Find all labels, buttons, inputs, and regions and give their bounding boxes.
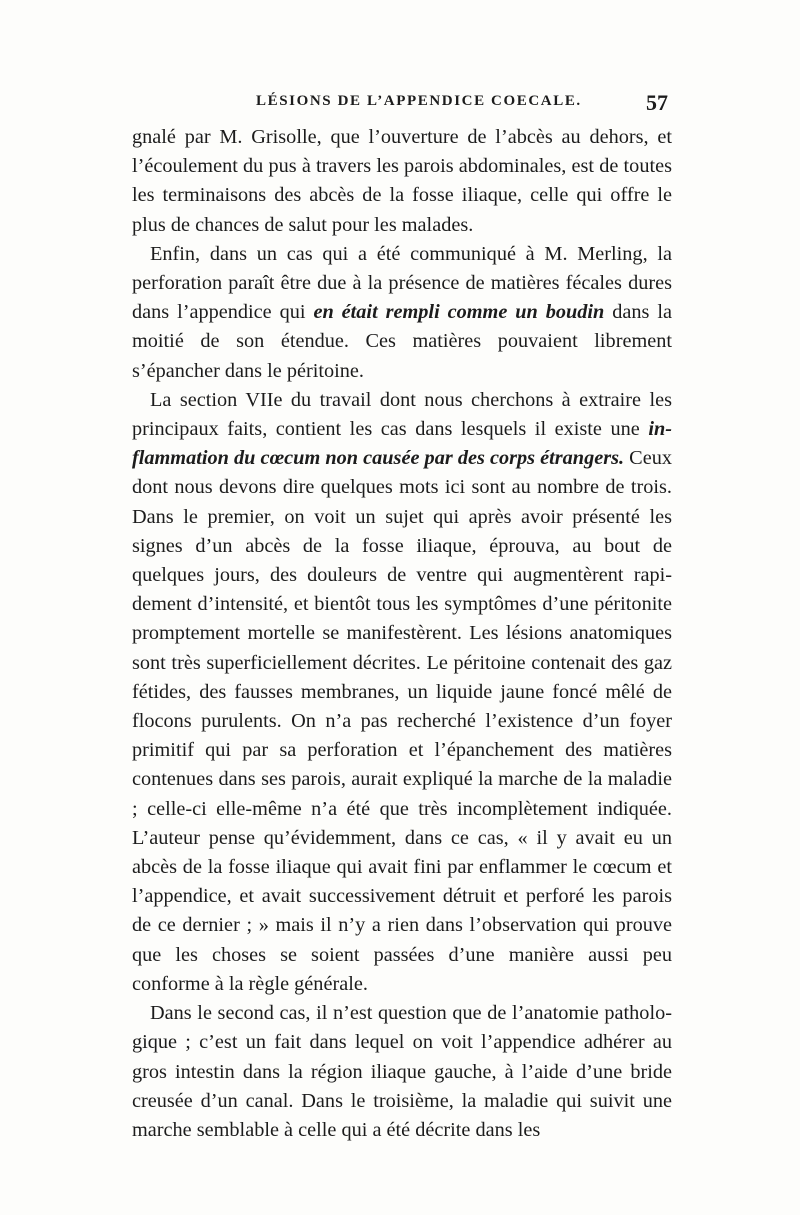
page-number: 57 <box>646 90 668 115</box>
paragraph-text: dans la moitié de son étendue. Ces matières pouvaient librement s’épancher dans le péritoine. <box>132 301 672 382</box>
paragraph-text: Ceux dont nous devons dire quelques mots ici sont au nombre de trois. Dans le premier, on voit un sujet qui après avoir présenté les signes d’un abcès de la fosse iliaque, éprouva, au bout de quelques jours, des douleurs de ventre qui augmentèrent rapidement d’intensité, et bientôt tous les symptômes d’une péritonite promptement mortelle se manifestèrent. Les lésions anatomiques sont très superficiellement décrites. Le péritoine contenait des gaz fétides, des fausses membranes, un liquide jaune foncé mêlé de flocons purulents. On n’a pas recherché l’existence d’un foyer primitif qui par sa perforation et l’épanchement des matières contenues dans ses parois, aurait expliqué la marche de la maladie ; celle-ci elle-même n’a été que très incomplètement indiquée. L’auteur pense qu’évidemment, dans ce cas, « il y avait eu un abcès de la fosse iliaque qui avait fini par enflammer le cœcum et l’appendice, et avait successivement détruit et perforé les parois de ce dernier ; » mais il n’y a rien dans l’observation qui prouve que les choses se soient passées d’une manière aussi peu conforme à la règle générale. <box>132 447 672 995</box>
paragraph-continuation <box>132 123 672 240</box>
paragraph-section-vii <box>132 386 672 999</box>
paragraph-text: Dans le second cas, il n’est question que de l’anatomie pathologique ; c’est un fait dans lequel on voit l’appendice adhérer au gros intestin dans la région iliaque gauche, à l’aide d’une bride creusée d’un canal. Dans le troisième, la maladie qui suivit une marche semblable à celle qui a été décrite dans les <box>132 1002 672 1141</box>
paragraph-text: La section VIIe du travail dont nous cherchons à extraire les principaux faits, contient les cas dans lesquels il existe une <box>132 388 672 441</box>
running-title: LÉSIONS DE L’APPENDICE COECALE. <box>256 93 582 109</box>
paragraph-text: Enfin, dans un cas qui a été communiqué à M. Merling, la perforation paraît être due à la présence de matières fécales dures dans l’appendice qui <box>132 242 672 324</box>
paragraph-second-case <box>132 999 672 1145</box>
paragraph-text: gnalé par M. Grisolle, que l’ouverture de l’abcès au dehors, et l’écoulement du pus à travers les parois abdominales, est de toutes les terminaisons des abcès de la fosse iliaque, celle qui offre le plus de chances de salut pour les malades. <box>132 126 672 236</box>
paragraph-merling <box>132 240 672 386</box>
page-header <box>132 90 672 123</box>
book-page <box>132 90 672 1145</box>
emphasized-text: inflammation du cœcum non causée par des corps étrangers. <box>132 418 672 470</box>
emphasized-text: en était rempli comme un boudin <box>313 301 605 324</box>
